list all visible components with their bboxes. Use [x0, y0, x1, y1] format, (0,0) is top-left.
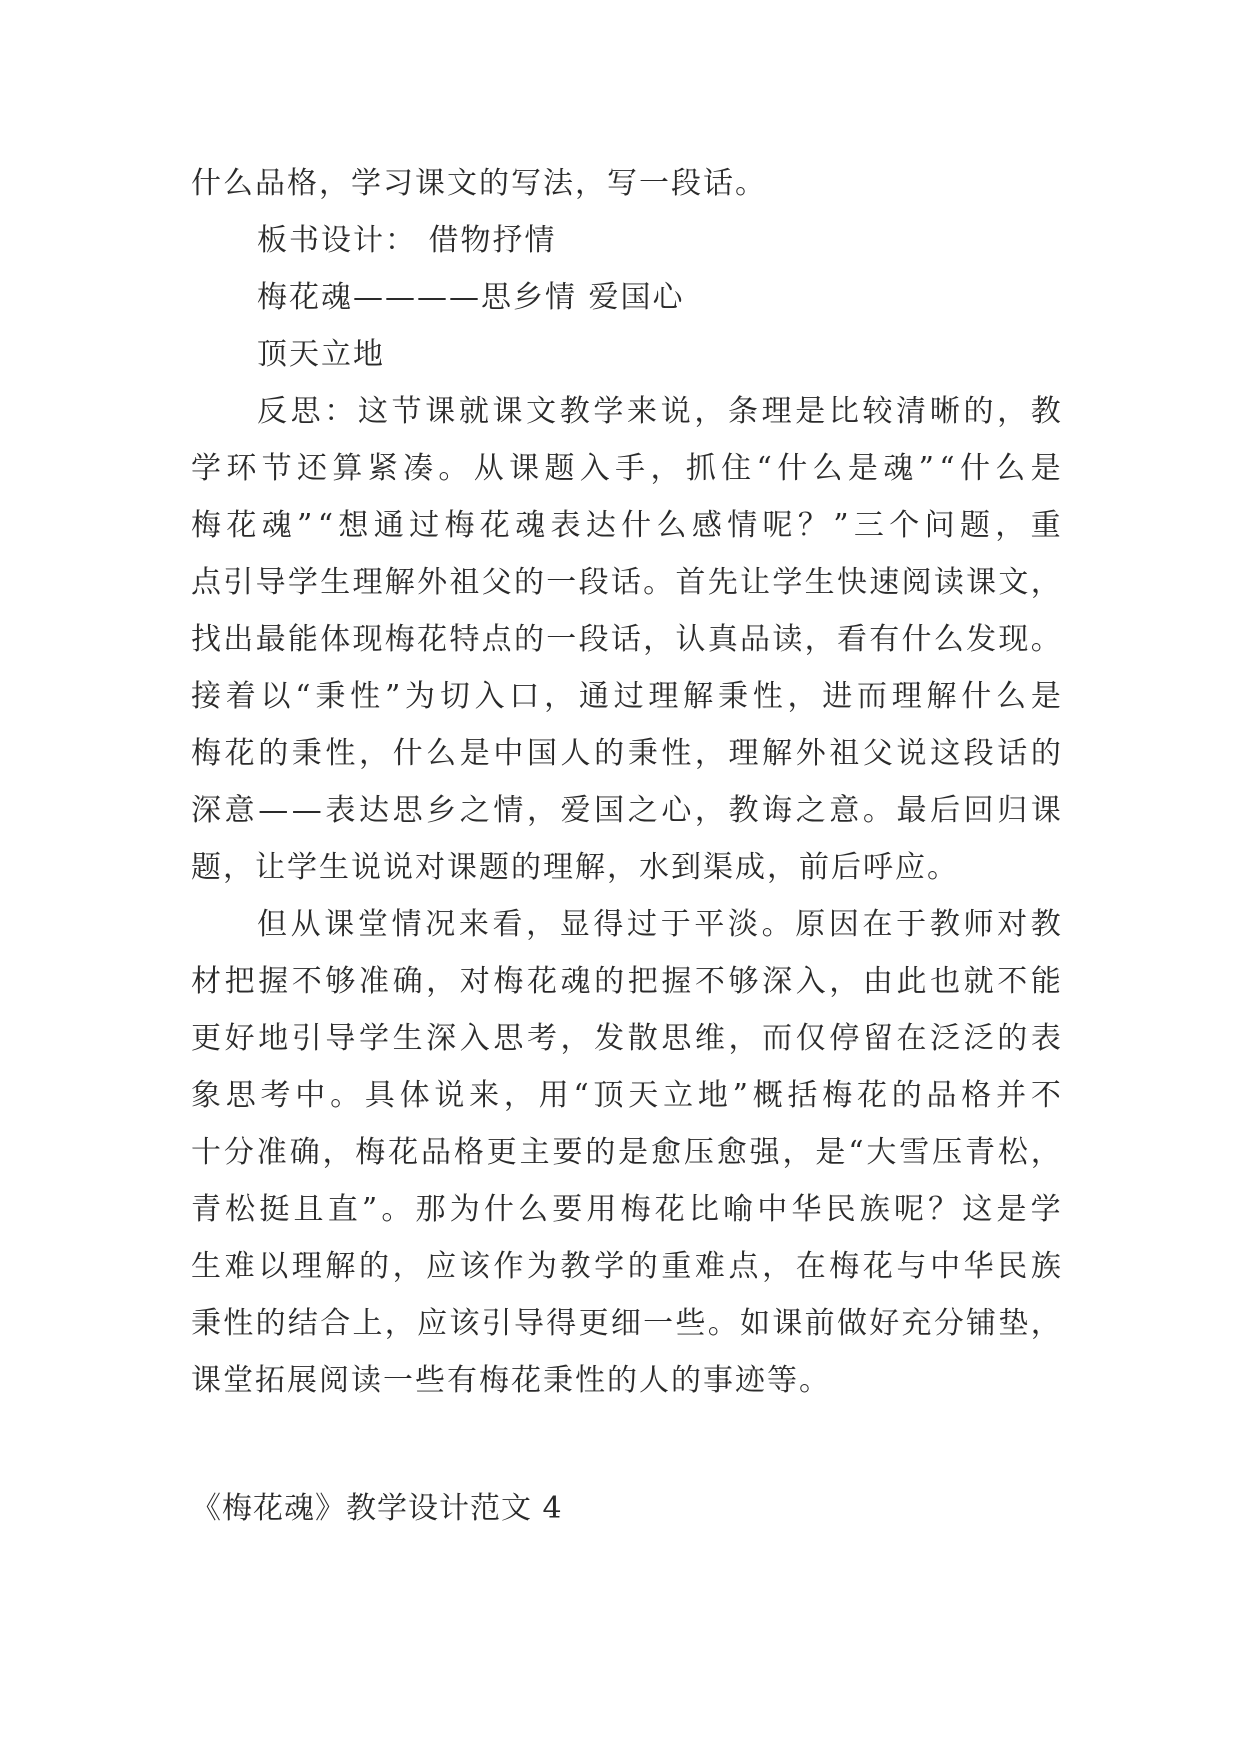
text-line: 材 把 握 不 够 准 确 ， 对 梅 花 魂 的 把 握 不 够 深 入 ， 由 此 也 就 不 能: [191, 964, 1061, 999]
text-line: 秉 性 的 结 合 上 ， 应 该 引 导 得 更 细 一 些 。 如 课 前 做 好 充 分 铺 垫 ，: [191, 1306, 1061, 1341]
text-line: 梅 花 魂 ” “ 想 通 过 梅 花 魂 表 达 什 么 感 情 呢 ？ ” 三 个 问 题 ， 重: [191, 508, 1061, 543]
text-line: 什么品格，学习课文的写法，写一段话。: [191, 166, 767, 201]
text-line: 接 着 以 “ 秉 性 ” 为 切 入 口 ， 通 过 理 解 秉 性 ， 进 而 理 解 什 么 是: [191, 679, 1061, 714]
text-line: 反 思 ： 这 节 课 就 课 文 教 学 来 说 ， 条 理 是 比 较 清 晰 的 ， 教: [257, 394, 1061, 429]
text-line: 但 从 课 堂 情 况 来 看 ， 显 得 过 于 平 淡 。 原 因 在 于 教 师 对 教: [257, 907, 1061, 942]
text-line: 课堂拓展阅读一些有梅花秉性的人的事迹等。: [191, 1363, 831, 1398]
text-line: 点 引 导 学 生 理 解 外 祖 父 的 一 段 话 。 首 先 让 学 生 快 速 阅 读 课 文 ，: [191, 565, 1061, 600]
text-line: 更 好 地 引 导 学 生 深 入 思 考 ， 发 散 思 维 ， 而 仅 停 留 在 泛 泛 的 表: [191, 1021, 1061, 1056]
text-line: 找 出 最 能 体 现 梅 花 特 点 的 一 段 话 ， 认 真 品 读 ， 看 有 什 么 发 现 。: [191, 622, 1061, 657]
text-line: 青 松 挺 且 直 ” 。 那 为 什 么 要 用 梅 花 比 喻 中 华 民 族 呢 ？ 这 是 学: [191, 1192, 1061, 1227]
text-line: 象 思 考 中 。 具 体 说 来 ， 用 “ 顶 天 立 地 ” 概 括 梅 花 的 品 格 并 不: [191, 1078, 1061, 1113]
text-line: 题，让学生说说对课题的理解，水到渠成，前后呼应。: [191, 850, 959, 885]
body-text: [191, 155, 1061, 1409]
text-line: 学 环 节 还 算 紧 凑 。 从 课 题 入 手 ， 抓 住 “ 什 么 是 魂 ” “ 什 么 是: [191, 451, 1061, 486]
text-line: 顶天立地: [257, 337, 385, 372]
text-line: 梅花魂————思乡情 爱国心: [257, 280, 685, 315]
section-title: 《梅花魂》教学设计范文 4: [191, 1491, 563, 1526]
text-line: 梅 花 的 秉 性 ， 什 么 是 中 国 人 的 秉 性 ， 理 解 外 祖 父 说 这 段 话 的: [191, 736, 1061, 771]
text-line: 深 意 — — 表 达 思 乡 之 情 ， 爱 国 之 心 ， 教 诲 之 意 。 最 后 回 归 课: [191, 793, 1061, 828]
text-line: 板书设计： 借物抒情: [257, 223, 557, 258]
text-line: 生 难 以 理 解 的 ， 应 该 作 为 教 学 的 重 难 点 ， 在 梅 花 与 中 华 民 族: [191, 1249, 1061, 1284]
text-line: 十 分 准 确 ， 梅 花 品 格 更 主 要 的 是 愈 压 愈 强 ， 是 “ 大 雪 压 青 松 ，: [191, 1135, 1061, 1170]
